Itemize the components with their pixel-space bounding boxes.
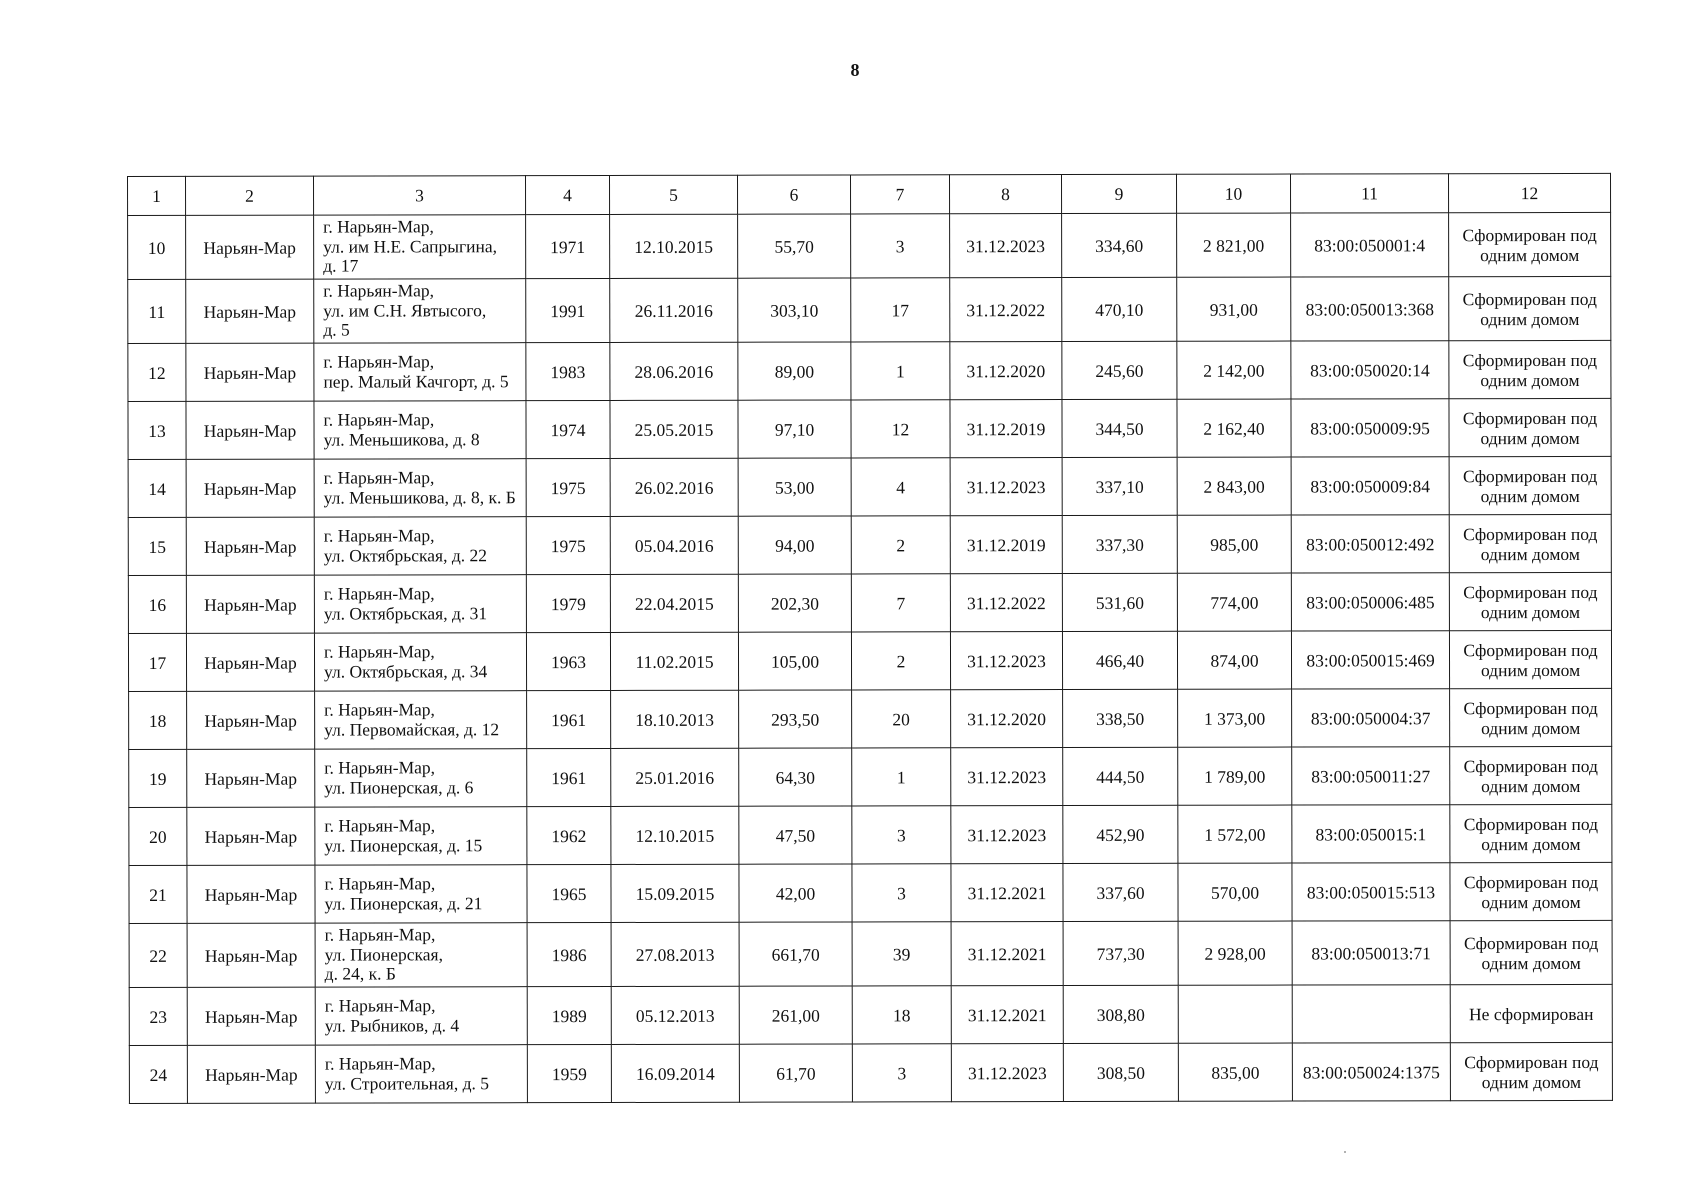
address-cell: г. Нарьян-Мар, пер. Малый Качгорт, д. 5 bbox=[314, 343, 526, 401]
row-number-cell: 20 bbox=[129, 807, 187, 865]
residents-cell: 18 bbox=[852, 986, 951, 1044]
year-built-cell: 1962 bbox=[527, 806, 611, 864]
year-built-cell: 1975 bbox=[526, 516, 610, 574]
table-row bbox=[128, 630, 1611, 691]
cadastral-number-cell: 83:00:050006:485 bbox=[1291, 573, 1449, 631]
land-area-cell: 2 928,00 bbox=[1178, 921, 1292, 985]
row-number-cell: 18 bbox=[129, 691, 187, 749]
date-cell: 26.11.2016 bbox=[610, 278, 738, 342]
table-row bbox=[128, 276, 1611, 343]
total-area-cell: 466,40 bbox=[1062, 631, 1177, 689]
residents-cell: 1 bbox=[851, 342, 950, 400]
land-area-cell: 1 572,00 bbox=[1178, 805, 1292, 863]
settlement-cell: Нарьян-Мар bbox=[187, 807, 315, 865]
settlement-cell: Нарьян-Мар bbox=[187, 749, 315, 807]
table-row bbox=[129, 862, 1612, 923]
column-number-header: 4 bbox=[526, 175, 610, 214]
year-built-cell: 1959 bbox=[527, 1044, 611, 1102]
land-area-cell: 2 843,00 bbox=[1177, 457, 1291, 515]
land-status-cell: Сформирован под одним домом bbox=[1450, 746, 1612, 804]
date-cell: 25.05.2015 bbox=[610, 400, 738, 458]
year-built-cell: 1989 bbox=[527, 986, 611, 1044]
address-cell: г. Нарьян-Мар, ул. им Н.Е. Сапрыгина, д. 17 bbox=[314, 215, 526, 279]
deadline-cell: 31.12.2023 bbox=[951, 806, 1063, 864]
table-row bbox=[129, 984, 1612, 1045]
table-row bbox=[129, 688, 1612, 749]
cadastral-number-cell: 83:00:050004:37 bbox=[1292, 689, 1450, 747]
land-status-cell: Сформирован под одним домом bbox=[1449, 572, 1611, 630]
address-cell: г. Нарьян-Мар, ул. Октябрьская, д. 34 bbox=[314, 633, 526, 691]
column-number-header: 7 bbox=[850, 175, 949, 214]
table-row bbox=[128, 340, 1611, 401]
settlement-cell: Нарьян-Мар bbox=[187, 1045, 315, 1103]
date-cell: 28.06.2016 bbox=[610, 342, 738, 400]
deadline-cell: 31.12.2022 bbox=[950, 278, 1062, 342]
column-number-header: 3 bbox=[314, 176, 526, 215]
land-status-cell: Сформирован под одним домом bbox=[1449, 456, 1611, 514]
row-number-cell: 23 bbox=[129, 987, 187, 1045]
residents-cell: 4 bbox=[851, 458, 950, 516]
address-cell: г. Нарьян-Мар, ул. Строительная, д. 5 bbox=[315, 1045, 527, 1103]
row-number-cell: 19 bbox=[129, 749, 187, 807]
cadastral-number-cell: 83:00:050012:492 bbox=[1291, 515, 1449, 573]
total-area-cell: 337,60 bbox=[1063, 863, 1178, 921]
total-area-cell: 337,10 bbox=[1062, 457, 1177, 515]
cadastral-number-cell: 83:00:050011:27 bbox=[1292, 747, 1450, 805]
table-row bbox=[128, 514, 1611, 575]
column-number-header: 12 bbox=[1448, 173, 1610, 212]
land-area-cell: 1 373,00 bbox=[1178, 689, 1292, 747]
deadline-cell: 31.12.2023 bbox=[950, 214, 1062, 278]
table-body bbox=[128, 212, 1613, 1103]
land-status-cell: Сформирован под одним домом bbox=[1449, 276, 1611, 340]
table-row bbox=[128, 572, 1611, 633]
date-cell: 18.10.2013 bbox=[611, 690, 739, 748]
cadastral-number-cell: 83:00:050015:469 bbox=[1291, 631, 1449, 689]
residents-cell: 3 bbox=[852, 864, 951, 922]
column-number-row bbox=[128, 173, 1611, 215]
address-cell: г. Нарьян-Мар, ул. Меньшикова, д. 8 bbox=[314, 401, 526, 459]
cadastral-number-cell: 83:00:050015:513 bbox=[1292, 863, 1450, 921]
residents-cell: 3 bbox=[851, 214, 950, 278]
year-built-cell: 1961 bbox=[527, 690, 611, 748]
column-number-header: 5 bbox=[610, 175, 738, 214]
residents-cell: 2 bbox=[851, 516, 950, 574]
total-area-cell: 444,50 bbox=[1063, 747, 1178, 805]
total-area-cell: 334,60 bbox=[1062, 213, 1177, 277]
land-area-cell: 874,00 bbox=[1177, 631, 1291, 689]
row-number-cell: 24 bbox=[129, 1045, 187, 1103]
total-area-cell: 337,30 bbox=[1062, 515, 1177, 573]
area-cell: 42,00 bbox=[739, 864, 852, 922]
area-cell: 47,50 bbox=[739, 806, 852, 864]
area-cell: 661,70 bbox=[739, 922, 852, 986]
deadline-cell: 31.12.2020 bbox=[950, 342, 1062, 400]
address-cell: г. Нарьян-Мар, ул. Первомайская, д. 12 bbox=[315, 691, 527, 749]
settlement-cell: Нарьян-Мар bbox=[186, 343, 314, 401]
column-number-header: 2 bbox=[186, 176, 314, 215]
land-status-cell: Сформирован под одним домом bbox=[1449, 398, 1611, 456]
area-cell: 61,70 bbox=[739, 1044, 852, 1102]
residents-cell: 3 bbox=[852, 806, 951, 864]
total-area-cell: 245,60 bbox=[1062, 341, 1177, 399]
cadastral-number-cell: 83:00:050009:95 bbox=[1291, 399, 1449, 457]
year-built-cell: 1986 bbox=[527, 922, 611, 986]
column-number-header: 11 bbox=[1290, 174, 1448, 213]
total-area-cell: 338,50 bbox=[1063, 689, 1178, 747]
row-number-cell: 22 bbox=[129, 923, 187, 987]
total-area-cell: 308,50 bbox=[1063, 1043, 1178, 1101]
area-cell: 53,00 bbox=[738, 458, 851, 516]
settlement-cell: Нарьян-Мар bbox=[187, 923, 315, 987]
deadline-cell: 31.12.2021 bbox=[951, 986, 1063, 1044]
row-number-cell: 10 bbox=[128, 215, 186, 279]
row-number-cell: 17 bbox=[128, 633, 186, 691]
deadline-cell: 31.12.2023 bbox=[950, 458, 1062, 516]
total-area-cell: 470,10 bbox=[1062, 277, 1177, 341]
land-area-cell: 2 162,40 bbox=[1177, 399, 1291, 457]
table-row bbox=[129, 1042, 1612, 1103]
deadline-cell: 31.12.2023 bbox=[950, 632, 1062, 690]
cadastral-number-cell: 83:00:050013:71 bbox=[1292, 921, 1450, 985]
land-area-cell: 1 789,00 bbox=[1178, 747, 1292, 805]
address-cell: г. Нарьян-Мар, ул. Октябрьская, д. 31 bbox=[314, 575, 526, 633]
year-built-cell: 1991 bbox=[526, 278, 610, 342]
scan-speck bbox=[1344, 1151, 1346, 1153]
deadline-cell: 31.12.2022 bbox=[950, 574, 1062, 632]
address-cell: г. Нарьян-Мар, ул. им С.Н. Явтысого, д. 5 bbox=[314, 279, 526, 343]
residents-cell: 17 bbox=[851, 278, 950, 342]
column-number-header: 9 bbox=[1061, 174, 1176, 213]
area-cell: 105,00 bbox=[738, 632, 851, 690]
year-built-cell: 1961 bbox=[527, 748, 611, 806]
area-cell: 97,10 bbox=[738, 400, 851, 458]
total-area-cell: 452,90 bbox=[1063, 805, 1178, 863]
land-area-cell: 985,00 bbox=[1177, 515, 1291, 573]
year-built-cell: 1963 bbox=[526, 632, 610, 690]
settlement-cell: Нарьян-Мар bbox=[187, 987, 315, 1045]
total-area-cell: 737,30 bbox=[1063, 921, 1178, 985]
settlement-cell: Нарьян-Мар bbox=[187, 691, 315, 749]
row-number-cell: 14 bbox=[128, 459, 186, 517]
row-number-cell: 11 bbox=[128, 279, 186, 343]
date-cell: 26.02.2016 bbox=[610, 458, 738, 516]
table-row bbox=[129, 746, 1612, 807]
cadastral-number-cell: 83:00:050009:84 bbox=[1291, 457, 1449, 515]
year-built-cell: 1975 bbox=[526, 458, 610, 516]
total-area-cell: 531,60 bbox=[1062, 573, 1177, 631]
address-cell: г. Нарьян-Мар, ул. Пионерская, д. 21 bbox=[315, 865, 527, 923]
table-row bbox=[129, 804, 1612, 865]
date-cell: 27.08.2013 bbox=[611, 922, 739, 986]
residents-cell: 7 bbox=[851, 574, 950, 632]
total-area-cell: 308,80 bbox=[1063, 985, 1178, 1043]
settlement-cell: Нарьян-Мар bbox=[186, 279, 314, 343]
cadastral-number-cell bbox=[1292, 985, 1450, 1043]
area-cell: 94,00 bbox=[738, 516, 851, 574]
land-area-cell: 570,00 bbox=[1178, 863, 1292, 921]
land-status-cell: Не сформирован bbox=[1450, 984, 1612, 1042]
deadline-cell: 31.12.2019 bbox=[950, 400, 1062, 458]
date-cell: 16.09.2014 bbox=[611, 1044, 739, 1102]
address-cell: г. Нарьян-Мар, ул. Рыбников, д. 4 bbox=[315, 987, 527, 1045]
page-number: 8 bbox=[850, 60, 860, 80]
column-number-header: 10 bbox=[1176, 174, 1290, 213]
residents-cell: 39 bbox=[852, 922, 951, 986]
land-status-cell: Сформирован под одним домом bbox=[1450, 1042, 1612, 1100]
cadastral-number-cell: 83:00:050001:4 bbox=[1291, 213, 1449, 277]
total-area-cell: 344,50 bbox=[1062, 399, 1177, 457]
residents-cell: 3 bbox=[852, 1044, 951, 1102]
land-status-cell: Сформирован под одним домом bbox=[1450, 688, 1612, 746]
date-cell: 05.04.2016 bbox=[610, 516, 738, 574]
row-number-cell: 16 bbox=[128, 575, 186, 633]
area-cell: 303,10 bbox=[738, 278, 851, 342]
land-status-cell: Сформирован под одним домом bbox=[1450, 804, 1612, 862]
housing-registry-table bbox=[127, 173, 1613, 1104]
column-number-header: 1 bbox=[128, 176, 186, 215]
deadline-cell: 31.12.2021 bbox=[951, 864, 1063, 922]
address-cell: г. Нарьян-Мар, ул. Пионерская, д. 6 bbox=[315, 749, 527, 807]
date-cell: 12.10.2015 bbox=[610, 214, 738, 278]
land-area-cell bbox=[1178, 985, 1292, 1043]
land-status-cell: Сформирован под одним домом bbox=[1449, 630, 1611, 688]
deadline-cell: 31.12.2019 bbox=[950, 516, 1062, 574]
year-built-cell: 1971 bbox=[526, 214, 610, 278]
table-row bbox=[128, 398, 1611, 459]
residents-cell: 1 bbox=[852, 748, 951, 806]
settlement-cell: Нарьян-Мар bbox=[186, 215, 314, 279]
area-cell: 261,00 bbox=[739, 986, 852, 1044]
year-built-cell: 1974 bbox=[526, 400, 610, 458]
table-row bbox=[128, 212, 1611, 279]
date-cell: 25.01.2016 bbox=[611, 748, 739, 806]
residents-cell: 12 bbox=[851, 400, 950, 458]
land-area-cell: 835,00 bbox=[1178, 1043, 1292, 1101]
date-cell: 22.04.2015 bbox=[610, 574, 738, 632]
cadastral-number-cell: 83:00:050015:1 bbox=[1292, 805, 1450, 863]
land-area-cell: 931,00 bbox=[1177, 277, 1291, 341]
land-area-cell: 2 142,00 bbox=[1177, 341, 1291, 399]
settlement-cell: Нарьян-Мар bbox=[186, 575, 314, 633]
land-status-cell: Сформирован под одним домом bbox=[1450, 920, 1612, 984]
row-number-cell: 13 bbox=[128, 401, 186, 459]
date-cell: 05.12.2013 bbox=[611, 986, 739, 1044]
column-number-header: 6 bbox=[737, 175, 850, 214]
date-cell: 11.02.2015 bbox=[610, 632, 738, 690]
date-cell: 12.10.2015 bbox=[611, 806, 739, 864]
land-status-cell: Сформирован под одним домом bbox=[1450, 862, 1612, 920]
row-number-cell: 15 bbox=[128, 517, 186, 575]
column-number-header: 8 bbox=[949, 175, 1061, 214]
area-cell: 293,50 bbox=[739, 690, 852, 748]
cadastral-number-cell: 83:00:050013:368 bbox=[1291, 277, 1449, 341]
table-row bbox=[128, 456, 1611, 517]
address-cell: г. Нарьян-Мар, ул. Меньшикова, д. 8, к. Б bbox=[314, 459, 526, 517]
area-cell: 55,70 bbox=[738, 214, 851, 278]
date-cell: 15.09.2015 bbox=[611, 864, 739, 922]
year-built-cell: 1983 bbox=[526, 342, 610, 400]
settlement-cell: Нарьян-Мар bbox=[186, 459, 314, 517]
year-built-cell: 1979 bbox=[526, 574, 610, 632]
row-number-cell: 21 bbox=[129, 865, 187, 923]
deadline-cell: 31.12.2020 bbox=[951, 690, 1063, 748]
settlement-cell: Нарьян-Мар bbox=[186, 517, 314, 575]
row-number-cell: 12 bbox=[128, 343, 186, 401]
residents-cell: 20 bbox=[852, 690, 951, 748]
land-status-cell: Сформирован под одним домом bbox=[1449, 212, 1611, 276]
land-status-cell: Сформирован под одним домом bbox=[1449, 340, 1611, 398]
cadastral-number-cell: 83:00:050024:1375 bbox=[1292, 1043, 1450, 1101]
year-built-cell: 1965 bbox=[527, 864, 611, 922]
deadline-cell: 31.12.2021 bbox=[951, 922, 1063, 986]
address-cell: г. Нарьян-Мар, ул. Пионерская, д. 15 bbox=[315, 807, 527, 865]
land-area-cell: 774,00 bbox=[1177, 573, 1291, 631]
address-cell: г. Нарьян-Мар, ул. Пионерская, д. 24, к. Б bbox=[315, 923, 527, 987]
settlement-cell: Нарьян-Мар bbox=[186, 401, 314, 459]
settlement-cell: Нарьян-Мар bbox=[187, 865, 315, 923]
settlement-cell: Нарьян-Мар bbox=[186, 633, 314, 691]
area-cell: 202,30 bbox=[738, 574, 851, 632]
table-row bbox=[129, 920, 1612, 987]
area-cell: 89,00 bbox=[738, 342, 851, 400]
address-cell: г. Нарьян-Мар, ул. Октябрьская, д. 22 bbox=[314, 517, 526, 575]
cadastral-number-cell: 83:00:050020:14 bbox=[1291, 341, 1449, 399]
residents-cell: 2 bbox=[851, 632, 950, 690]
area-cell: 64,30 bbox=[739, 748, 852, 806]
deadline-cell: 31.12.2023 bbox=[951, 748, 1063, 806]
land-status-cell: Сформирован под одним домом bbox=[1449, 514, 1611, 572]
land-area-cell: 2 821,00 bbox=[1177, 213, 1291, 277]
deadline-cell: 31.12.2023 bbox=[951, 1044, 1063, 1102]
